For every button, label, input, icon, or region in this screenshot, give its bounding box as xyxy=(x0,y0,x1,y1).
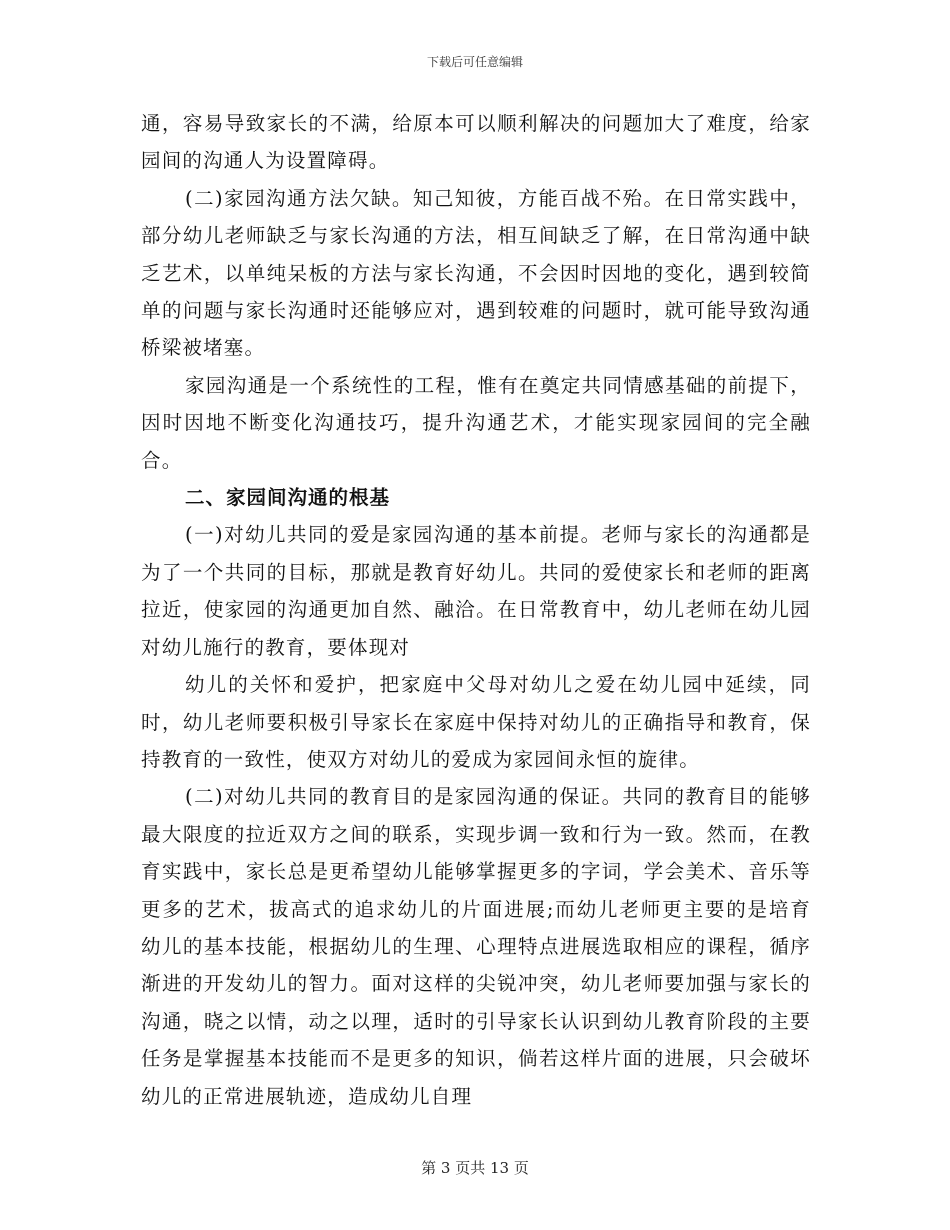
paragraph-systematic-project: 家园沟通是一个系统性的工程，惟有在奠定共同情感基础的前提下，因时因地不断变化沟通技巧，提升沟通艺术，才能实现家园间的完全融合。 xyxy=(141,373,811,472)
document-body xyxy=(141,105,811,1115)
paragraph-common-love: (一)对幼儿共同的爱是家园沟通的基本前提。老师与家长的沟通都是为了一个共同的目标，那就是教育好幼儿。共同的爱使家长和老师的距离拉近，使家园的沟通更加自然、融洽。在日常教育中，幼儿老师在幼儿园对幼儿施行的教育，要体现对 xyxy=(141,523,811,659)
section-heading: 二、家园间沟通的根基 xyxy=(185,486,391,510)
page-footer: 第 3 页共 13 页 xyxy=(421,1159,529,1177)
page-header: 下载后可任意编辑 xyxy=(426,55,523,69)
paragraph-continuation: 通，容易导致家长的不满，给原本可以顺利解决的问题加大了难度，给家园间的沟通人为设置障碍。 xyxy=(141,112,811,173)
paragraph-care-and-protection: 幼儿的关怀和爱护，把家庭中父母对幼儿之爱在幼儿园中延续，同时，幼儿老师要积极引导家长在家庭中保持对幼儿的正确指导和教育，保持教育的一致性，使双方对幼儿的爱成为家园间永恒的旋律。 xyxy=(141,673,811,771)
paragraph-common-goal: (二)对幼儿共同的教育目的是家园沟通的保证。共同的教育目的能够最大限度的拉近双方之间的联系，实现步调一致和行为一致。然而，在教育实践中，家长总是更希望幼儿能够掌握更多的字词，学会美术、音乐等更多的艺术，拔高式的追求幼儿的片面进展;而幼儿老师更主要的是培育幼儿的基本技能，根据幼儿的生理、心理特点进展选取相应的课程，循序渐进的开发幼儿的智力。面对这样的尖锐冲突，幼儿老师要加强与家长的沟通，晓之以情，动之以理，适时的引导家长认识到幼儿教育阶段的主要任务是掌握基本技能而不是更多的知识，倘若这样片面的进展，只会破坏幼儿的正常进展轨迹，造成幼儿自理 xyxy=(141,785,811,1108)
paragraph-communication-methods: (二)家园沟通方法欠缺。知己知彼，方能百战不殆。在日常实践中，部分幼儿老师缺乏与家长沟通的方法，相互间缺乏了解，在日常沟通中缺乏艺术，以单纯呆板的方法与家长沟通，不会因时因地的变化，遇到较简单的问题与家长沟通时还能够应对，遇到较难的问题时，就可能导致沟通桥梁被堵塞。 xyxy=(141,186,811,360)
